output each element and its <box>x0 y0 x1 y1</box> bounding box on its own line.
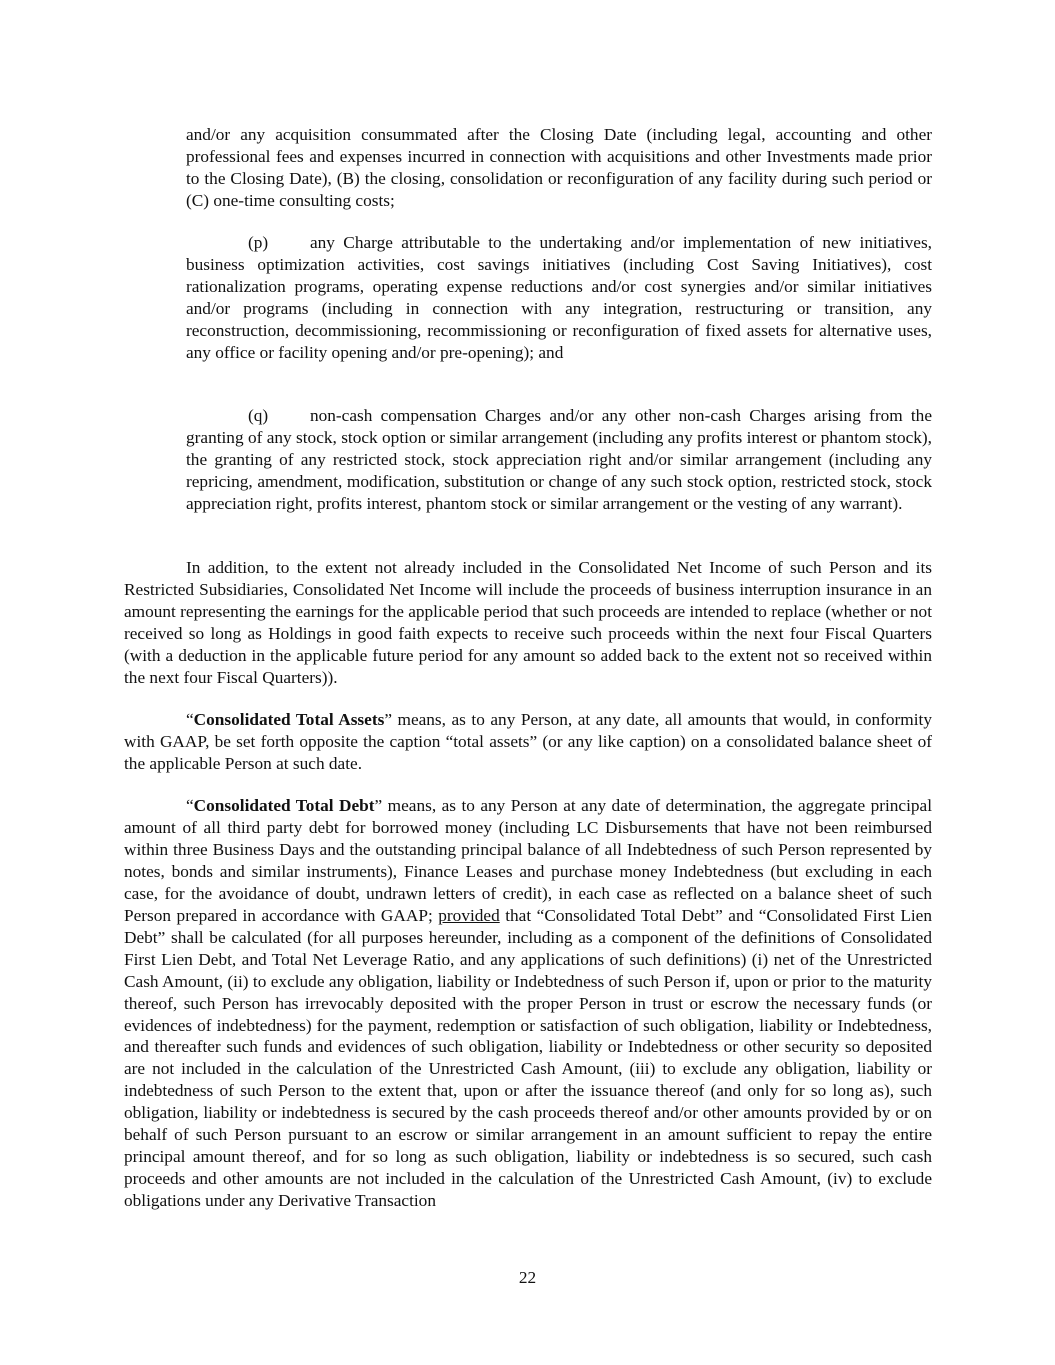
clause-p-label: (p) <box>248 233 269 252</box>
open-quote: “ <box>186 710 194 729</box>
clause-p <box>186 232 932 364</box>
open-quote: “ <box>186 796 194 815</box>
clause-p-text: any Charge attributable to the undertaking and/or implementation of new initiatives, business optimization activities, cost savings initiatives (including Cost Saving Initiatives), cost rationalization programs, operating expense reductions and/or cost synergies and/or similar initiatives and/or programs (including in connection with any integration, restructuring or transition, any reconstruction, decommissioning, recommissioning or reconfiguration of fixed assets for alternative uses, any office or facility opening and/or pre-opening); and <box>186 233 932 362</box>
defined-term-total-debt: Consolidated Total Debt <box>193 796 375 815</box>
paragraph-in-addition: In addition, to the extent not already included in the Consolidated Net Income of such Person and its Restricted Subsidiaries, Consolidated Net Income will include the proceeds of business interruption insurance in an amount representing the earnings for the applicable period that such proceeds are intended to replace (whether or not received so long as Holdings in good faith expects to receive such proceeds within the next four Fiscal Quarters (with a deduction in the applicable future period for any amount so added back to the extent not so received within the next four Fiscal Quarters)). <box>124 558 932 687</box>
provided-term: provided <box>438 905 500 925</box>
definition-consolidated-total-assets <box>124 709 932 775</box>
definition-text-part1: ” means, as to any Person at any date of determination, the aggregate principal amount of all third party debt for borrowed money (including LC Disbursements that have not been reimbursed within three Business Days and the outstanding principal balance of all Indebtedness of such Person represented by notes, bonds and similar instruments), Finance Leases and purchase money Indebtedness (but excluding in each case, for the avoidance of doubt, undrawn letters of credit), in each case as reflected on a balance sheet of such Person prepared in accordance with GAAP; <box>124 796 932 925</box>
defined-term-total-assets: Consolidated Total Assets <box>193 710 385 729</box>
clause-q-text: non-cash compensation Charges and/or any other non-cash Charges arising from the granting of any stock, stock option or similar arrangement (including any profits interest or phantom stock), the granting of any restricted stock, stock appreciation right and/or similar arrangement (including any repricing, amendment, modification, substitution or change of any such stock option, restricted stock, stock appreciation right, profits interest, phantom stock or similar arrangement or the vesting of any warrant). <box>186 406 932 513</box>
clause-q <box>186 405 932 515</box>
definition-text: ” means, as to any Person, at any date, all amounts that would, in conformity with GAAP, be set forth opposite the caption “total assets” (or any like caption) on a consolidated balance sheet of the applicable Person at such date. <box>124 710 932 773</box>
clause-q-label: (q) <box>248 406 269 425</box>
page-number: 22 <box>518 1268 537 1287</box>
definition-text-part2: that “Consolidated Total Debt” and “Consolidated First Lien Debt” shall be calculated (for all purposes hereunder, including as a component of the definitions of Consolidated First Lien Debt, and Total Net Leverage Ratio, and any applications of such definitions) (i) net of the Unrestricted Cash Amount, (ii) to exclude any obligation, liability or Indebtedness of such Person if, upon or prior to the maturity thereof, such Person has irrevocably deposited with the proper Person in trust or escrow the necessary funds (or evidences of indebtedness) for the payment, redemption or satisfaction of such obligation, liability or Indebtedness, and thereafter such funds and evidences of such obligation, liability or Indebtedness or other security so deposited are not included in the calculation of the Unrestricted Cash Amount, (iii) to exclude any obligation, liability or indebtedness of such Person to the extent that, upon or after the issuance thereof (and only for so long as), such obligation, liability or indebtedness is secured by the cash proceeds thereof and/or other amounts provided by or on behalf of such Person pursuant to an escrow or similar arrangement in an amount sufficient to repay the entire principal amount thereof, and for so long as such obligation, liability or indebtedness is so secured, such cash proceeds and other amounts are not included in the calculation of the Unrestricted Cash Amount, (iv) to exclude obligations under any Derivative Transaction <box>124 905 932 1211</box>
definition-consolidated-total-debt <box>124 795 932 1212</box>
paragraph-continuation: and/or any acquisition consummated after the Closing Date (including legal, accounting and other professional fees and expenses incurred in connection with acquisitions and other Investments made prior to the Closing Date), (B) the closing, consolidation or reconfiguration of any facility during such period or (C) one-time consulting costs; <box>186 125 932 210</box>
